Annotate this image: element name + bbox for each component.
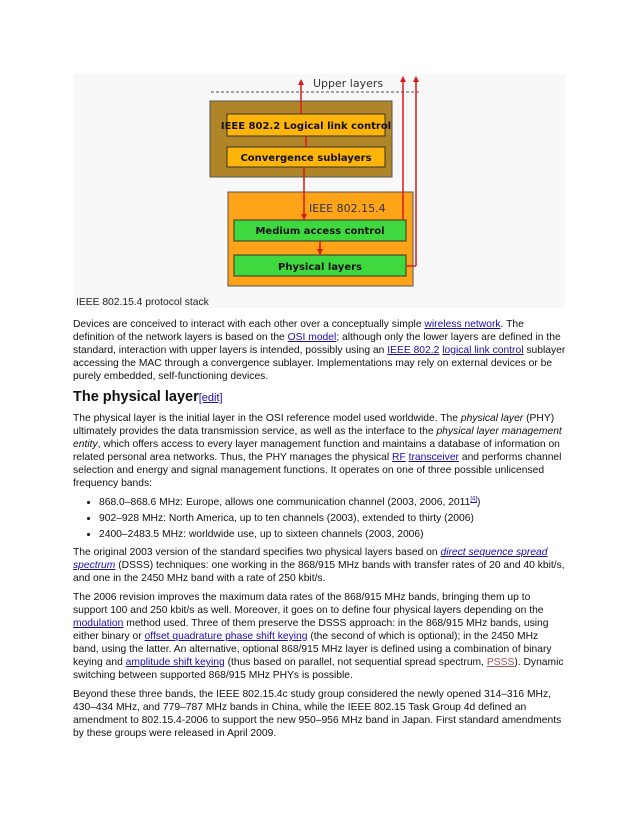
phy-text-3: , which offers access to every layer management function and maintains a database of information on related personal area networks. Thus, the PHY manages the physical [73, 439, 560, 463]
phy-label: Physical layers [278, 262, 362, 273]
article-body [73, 318, 566, 746]
link-osi-model[interactable]: OSI model [287, 332, 337, 343]
paragraph-2006: The 2006 revision improves the maximum data rates of the 868/915 MHz bands, bringing them up to support 100 and 250 kbit/s as well. Moreover, it goes on to define four physical layers depending on the modulation method used. Three of them preserve the DSSS approach: in the 868/915 MHz bands, using either binary or offset quadrature phase shift keying (the second of which is optional); in the 2450 MHz band, using the latter. An alternative, optional 868/915 MHz layer is defined using a combination of binary keying and amplitude shift keying (thus based on parallel, not sequential spread spectrum, PSSS). Dynamic switching between supported 868/915 MHz PHYs is possible. [73, 592, 564, 681]
link-psss[interactable]: PSSS [486, 657, 515, 668]
frequency-band-list [73, 496, 566, 541]
list-item: • 868.0–868.6 MHz: Europe, allows one communication channel (2003, 2006, 2011[4]) [99, 496, 566, 509]
link-modulation[interactable]: modulation [73, 618, 124, 629]
llc-label: IEEE 802.2 Logical link control [220, 121, 392, 132]
ieee-802-15-4-label: IEEE 802.15.4 [309, 202, 386, 215]
edit-link[interactable]: [edit] [198, 392, 223, 404]
phy-italic-1: physical layer [460, 413, 524, 424]
paragraph-beyond: Beyond these three bands, the IEEE 802.15.4c study group considered the newly opened 314–316 MHz, 430–434 MHz, and 779–787 MHz bands in China, while the IEEE 802.15 Task Group 4d defined an amendment to 802.15.4-2006 to support the new 950–956 MHz band in Japan. First standard amendments by these groups were released in April 2009. [73, 689, 562, 739]
phy-text-5: and performs channel selection and energy and signal management functions. It operates on one of three possible unlicensed frequency bands: [73, 452, 562, 489]
intro-text-5: sublayer accessing the MAC through a convergence sublayer. Implementations may rely on external devices or be purely embedded, self-functioning devices. [73, 345, 566, 382]
intro-text-1: Devices are conceived to interact with each other over a conceptually simple [73, 319, 425, 330]
protocol-stack-diagram [73, 74, 565, 308]
intro-text-2: . The definition of the network layers is based on the [73, 319, 524, 343]
link-transceiver[interactable]: transceiver [408, 452, 459, 463]
section-heading [73, 389, 566, 407]
list-item: • 2400–2483.5 MHz: worldwide use, up to sixteen channels (2003, 2006) [99, 528, 566, 541]
convergence-label: Convergence sublayers [240, 153, 372, 164]
protocol-stack-figure [73, 74, 565, 308]
section-title: The physical layer [73, 389, 199, 405]
link-oqpsk[interactable]: offset quadrature phase shift keying [144, 631, 308, 642]
paragraph-2003: The original 2003 version of the standard specifies two physical layers based on direct sequence spread spectrum (DSSS) techniques: one working in the 868/915 MHz bands with transfer rates of 20 and 40 kbit/s, and one in the 2450 MHz band with a rate of 250 kbit/s. [73, 547, 565, 584]
list-item: • 902–928 MHz: North America, up to ten channels (2003), extended to thirty (2006) [99, 512, 566, 525]
reference-link[interactable]: [4] [470, 496, 477, 503]
phy-italic-2: physical layer management entity [73, 426, 562, 450]
link-rf[interactable]: RF [392, 452, 406, 463]
phy-text-1: The physical layer is the initial layer in the OSI reference model used worldwide. The [73, 413, 461, 424]
intro-paragraph [73, 318, 566, 383]
link-ask[interactable]: amplitude shift keying [125, 657, 225, 668]
intro-text-3: ; although only the lower layers are defined in the standard, interaction with upper layers is intended, possibly using an [73, 332, 561, 356]
link-logical-link-control[interactable]: logical link control [442, 345, 524, 356]
link-dsss[interactable]: direct sequence spread spectrum [73, 547, 548, 571]
mac-label: Medium access control [255, 226, 385, 237]
link-ieee-802-2[interactable]: IEEE 802.2 [387, 345, 440, 356]
link-wireless-network[interactable]: wireless network [424, 319, 501, 330]
physical-layer-paragraph [73, 412, 566, 490]
figure-caption: IEEE 802.15.4 protocol stack [76, 297, 209, 308]
phy-text-2: (PHY) ultimately provides the data transmission service, as well as the interface to the [73, 413, 555, 437]
upper-layers-label: Upper layers [313, 77, 384, 90]
